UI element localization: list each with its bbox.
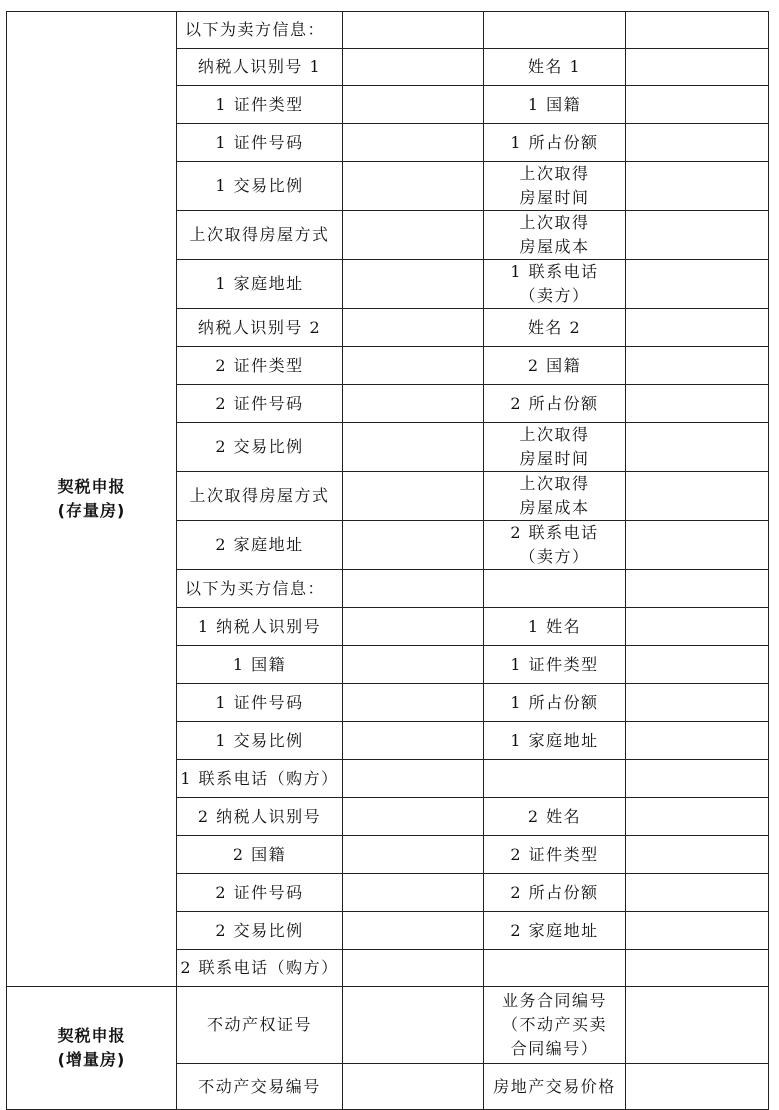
field-value-cell[interactable] bbox=[343, 211, 484, 260]
field-label bbox=[484, 760, 626, 798]
field-label: 2 姓名 bbox=[484, 798, 626, 836]
field-value-cell[interactable] bbox=[626, 1064, 769, 1110]
field-label: 1 证件类型 bbox=[484, 646, 626, 684]
field-label: 以下为卖方信息： bbox=[177, 12, 343, 49]
field-label: 上次取得 房屋时间 bbox=[484, 162, 626, 211]
field-value-cell[interactable] bbox=[343, 347, 484, 385]
field-value-cell[interactable] bbox=[343, 12, 484, 49]
field-value-cell[interactable] bbox=[626, 912, 769, 950]
field-label: 1 交易比例 bbox=[177, 162, 343, 211]
field-value-cell[interactable] bbox=[626, 472, 769, 521]
field-value-cell[interactable] bbox=[626, 260, 769, 309]
field-value-cell[interactable] bbox=[343, 423, 484, 472]
field-label: 以下为买方信息： bbox=[177, 570, 343, 608]
field-value-cell[interactable] bbox=[343, 987, 484, 1064]
field-label: 1 联系电话（购方） bbox=[177, 760, 343, 798]
field-value-cell[interactable] bbox=[626, 521, 769, 570]
field-label bbox=[484, 950, 626, 987]
field-value-cell[interactable] bbox=[343, 86, 484, 124]
field-value-cell[interactable] bbox=[343, 570, 484, 608]
field-value-cell[interactable] bbox=[626, 49, 769, 86]
field-label: 1 国籍 bbox=[177, 646, 343, 684]
tax-declaration-body bbox=[7, 12, 769, 1110]
field-value-cell[interactable] bbox=[343, 912, 484, 950]
field-value-cell[interactable] bbox=[343, 49, 484, 86]
field-label: 不动产交易编号 bbox=[177, 1064, 343, 1110]
field-label: 1 姓名 bbox=[484, 608, 626, 646]
field-label: 1 所占份额 bbox=[484, 684, 626, 722]
field-label: 姓名 1 bbox=[484, 49, 626, 86]
field-label: 1 家庭地址 bbox=[177, 260, 343, 309]
field-value-cell[interactable] bbox=[626, 760, 769, 798]
field-value-cell[interactable] bbox=[343, 385, 484, 423]
field-label: 2 证件类型 bbox=[177, 347, 343, 385]
field-value-cell[interactable] bbox=[626, 684, 769, 722]
field-label: 1 家庭地址 bbox=[484, 722, 626, 760]
field-label: 1 证件号码 bbox=[177, 124, 343, 162]
field-value-cell[interactable] bbox=[626, 798, 769, 836]
field-label: 2 纳税人识别号 bbox=[177, 798, 343, 836]
form-row bbox=[7, 12, 769, 49]
field-label: 1 联系电话 （卖方） bbox=[484, 260, 626, 309]
field-value-cell[interactable] bbox=[626, 211, 769, 260]
field-label: 2 所占份额 bbox=[484, 874, 626, 912]
field-value-cell[interactable] bbox=[626, 836, 769, 874]
field-value-cell[interactable] bbox=[626, 950, 769, 987]
field-label: 纳税人识别号 2 bbox=[177, 309, 343, 347]
field-value-cell[interactable] bbox=[626, 12, 769, 49]
field-value-cell[interactable] bbox=[343, 798, 484, 836]
field-label: 1 所占份额 bbox=[484, 124, 626, 162]
field-value-cell[interactable] bbox=[626, 347, 769, 385]
field-label: 2 联系电话（购方） bbox=[177, 950, 343, 987]
field-value-cell[interactable] bbox=[343, 260, 484, 309]
field-value-cell[interactable] bbox=[343, 608, 484, 646]
field-label: 2 证件号码 bbox=[177, 874, 343, 912]
field-value-cell[interactable] bbox=[343, 760, 484, 798]
field-value-cell[interactable] bbox=[343, 684, 484, 722]
field-label: 上次取得 房屋成本 bbox=[484, 472, 626, 521]
section-category-label: 契税申报 (增量房) bbox=[7, 987, 177, 1110]
field-label: 2 证件号码 bbox=[177, 385, 343, 423]
field-value-cell[interactable] bbox=[343, 472, 484, 521]
field-label: 2 交易比例 bbox=[177, 912, 343, 950]
field-value-cell[interactable] bbox=[626, 987, 769, 1064]
tax-declaration-table bbox=[6, 11, 769, 1110]
field-label: 房地产交易价格 bbox=[484, 1064, 626, 1110]
field-value-cell[interactable] bbox=[343, 309, 484, 347]
field-label: 2 国籍 bbox=[177, 836, 343, 874]
field-value-cell[interactable] bbox=[343, 521, 484, 570]
field-label: 2 家庭地址 bbox=[484, 912, 626, 950]
field-label: 2 证件类型 bbox=[484, 836, 626, 874]
field-label: 1 证件号码 bbox=[177, 684, 343, 722]
field-value-cell[interactable] bbox=[626, 86, 769, 124]
field-value-cell[interactable] bbox=[626, 124, 769, 162]
field-value-cell[interactable] bbox=[343, 646, 484, 684]
field-label: 上次取得房屋方式 bbox=[177, 472, 343, 521]
field-value-cell[interactable] bbox=[343, 162, 484, 211]
field-label: 上次取得 房屋时间 bbox=[484, 423, 626, 472]
field-label bbox=[484, 12, 626, 49]
field-label: 1 纳税人识别号 bbox=[177, 608, 343, 646]
field-label: 1 证件类型 bbox=[177, 86, 343, 124]
field-value-cell[interactable] bbox=[626, 722, 769, 760]
field-value-cell[interactable] bbox=[626, 874, 769, 912]
field-label: 2 所占份额 bbox=[484, 385, 626, 423]
field-label: 2 国籍 bbox=[484, 347, 626, 385]
field-label: 1 交易比例 bbox=[177, 722, 343, 760]
field-label bbox=[484, 570, 626, 608]
field-label: 1 国籍 bbox=[484, 86, 626, 124]
field-label: 业务合同编号 （不动产买卖 合同编号） bbox=[484, 987, 626, 1064]
field-value-cell[interactable] bbox=[626, 646, 769, 684]
field-value-cell[interactable] bbox=[626, 608, 769, 646]
field-label: 2 家庭地址 bbox=[177, 521, 343, 570]
field-label: 上次取得房屋方式 bbox=[177, 211, 343, 260]
field-value-cell[interactable] bbox=[626, 162, 769, 211]
field-value-cell[interactable] bbox=[343, 1064, 484, 1110]
field-label: 2 联系电话 （卖方） bbox=[484, 521, 626, 570]
field-value-cell[interactable] bbox=[626, 309, 769, 347]
field-label: 上次取得 房屋成本 bbox=[484, 211, 626, 260]
field-label: 2 交易比例 bbox=[177, 423, 343, 472]
field-label: 姓名 2 bbox=[484, 309, 626, 347]
field-value-cell[interactable] bbox=[626, 423, 769, 472]
field-value-cell[interactable] bbox=[343, 950, 484, 987]
field-value-cell[interactable] bbox=[626, 570, 769, 608]
form-row bbox=[7, 987, 769, 1064]
field-value-cell[interactable] bbox=[343, 722, 484, 760]
field-value-cell[interactable] bbox=[626, 385, 769, 423]
field-value-cell[interactable] bbox=[343, 836, 484, 874]
field-label: 纳税人识别号 1 bbox=[177, 49, 343, 86]
field-value-cell[interactable] bbox=[343, 874, 484, 912]
section-category-label: 契税申报 (存量房) bbox=[7, 12, 177, 987]
field-value-cell[interactable] bbox=[343, 124, 484, 162]
field-label: 不动产权证号 bbox=[177, 987, 343, 1064]
